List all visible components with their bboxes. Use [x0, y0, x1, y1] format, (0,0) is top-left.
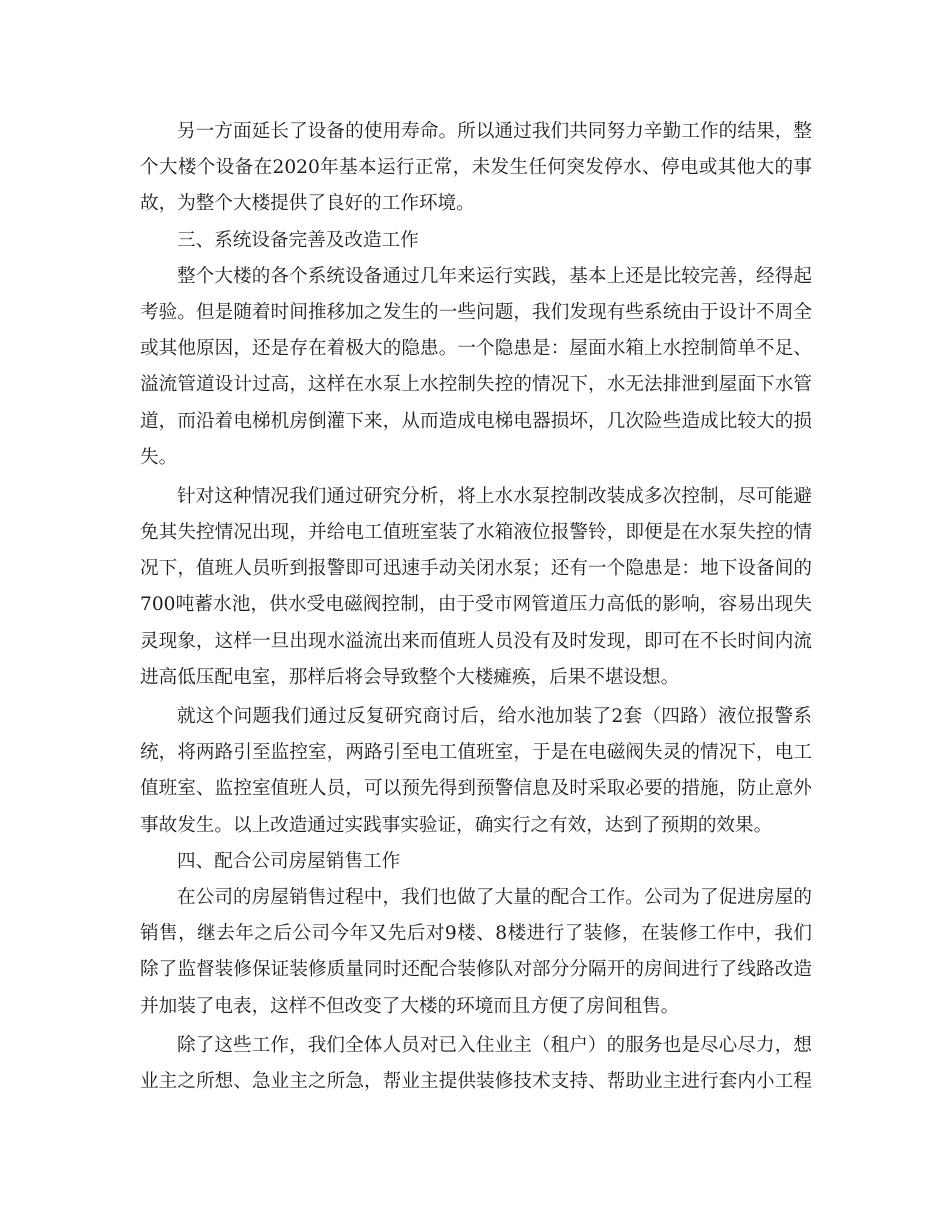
text-line: 个大楼个设备在2020年基本运行正常，未发生任何突发停水、停电或其他大的事: [140, 157, 812, 179]
text-line: 事故发生。以上改造通过实践事实验证，确实行之有效，达到了预期的效果。: [140, 814, 773, 836]
section-heading: [140, 844, 812, 880]
text-line: 进高低压配电室，那样后将会导致整个大楼瘫痪，后果不堪设想。: [140, 666, 680, 688]
text-line: 整个大楼的各个系统设备通过几年来运行实践，基本上还是比较完善，经得起: [177, 265, 812, 287]
text-line: 道，而沿着电梯机房倒灌下来，从而造成电梯电器损坏，几次险些造成比较大的损: [140, 410, 812, 432]
text-line: 业主之所想、急业主之所急，帮业主提供装修技术支持、帮助业主进行套内小工程: [140, 1070, 812, 1092]
text-line: 故，为整个大楼提供了良好的工作环境。: [140, 193, 475, 215]
section-heading: [140, 223, 812, 259]
text-line: 就这个问题我们通过反复研究商讨后，给水池加装了2套（四路）液位报警系: [177, 706, 812, 727]
document-body: [140, 114, 812, 1100]
text-line: 况下，值班人员听到报警即可迅速手动关闭水泵；还有一个隐患是：地下设备间的: [140, 558, 812, 580]
text-line: 统，将两路引至监控室，两路引至电工值班室，于是在电磁阀失灵的情况下，电工: [140, 742, 812, 764]
text-line: 溢流管道设计过高，这样在水泵上水控制失控的情况下，水无法排泄到屋面下水管: [140, 374, 812, 396]
text-line: 另一方面延长了设备的使用寿命。所以通过我们共同努力辛勤工作的结果，整: [177, 121, 812, 142]
text-line: 值班室、监控室值班人员，可以预先得到预警信息及时采取必要的措施，防止意外: [140, 778, 812, 800]
paragraph: [140, 259, 812, 476]
paragraph: [140, 699, 812, 844]
text-line: 或其他原因，还是存在着极大的隐患。一个隐患是：屋面水箱上水控制简单不足、: [140, 338, 812, 360]
text-line: 除了这些工作，我们全体人员对已入住业主（租户）的服务也是尽心尽力，想: [177, 1034, 812, 1056]
text-line: 销售，继去年之后公司今年又先后对9楼、8楼进行了装修，在装修工作中，我们: [140, 923, 812, 945]
paragraph: [140, 880, 812, 1025]
text-line: 除了监督装修保证装修质量同时还配合装修队对部分分隔开的房间进行了线路改造: [140, 959, 812, 981]
paragraph: [140, 114, 812, 223]
text-line: 在公司的房屋销售过程中，我们也做了大量的配合工作。公司为了促进房屋的: [177, 886, 812, 908]
section-heading-text: 四、配合公司房屋销售工作: [177, 850, 401, 872]
text-line: 700吨蓄水池，供水受电磁阀控制，由于受市网管道压力高低的影响，容易出现失: [140, 594, 812, 616]
section-heading-text: 三、系统设备完善及改造工作: [177, 229, 419, 251]
text-line: 考验。但是随着时间推移加之发生的一些问题，我们发现有些系统由于设计不周全: [140, 301, 812, 323]
text-line: 失。: [140, 446, 178, 468]
paragraph: [140, 479, 812, 696]
text-line: 并加装了电表，这样不但改变了大楼的环境而且方便了房间租售。: [140, 995, 680, 1017]
paragraph: [140, 1028, 812, 1100]
text-line: 灵现象，这样一旦出现水溢流出来而值班人员没有及时发现，即可在不长时间内流: [140, 630, 812, 652]
text-line: 免其失控情况出现，并给电工值班室装了水箱液位报警铃，即便是在水泵失控的情: [140, 522, 812, 544]
text-line: 针对这种情况我们通过研究分析，将上水水泵控制改装成多次控制，尽可能避: [177, 485, 812, 507]
